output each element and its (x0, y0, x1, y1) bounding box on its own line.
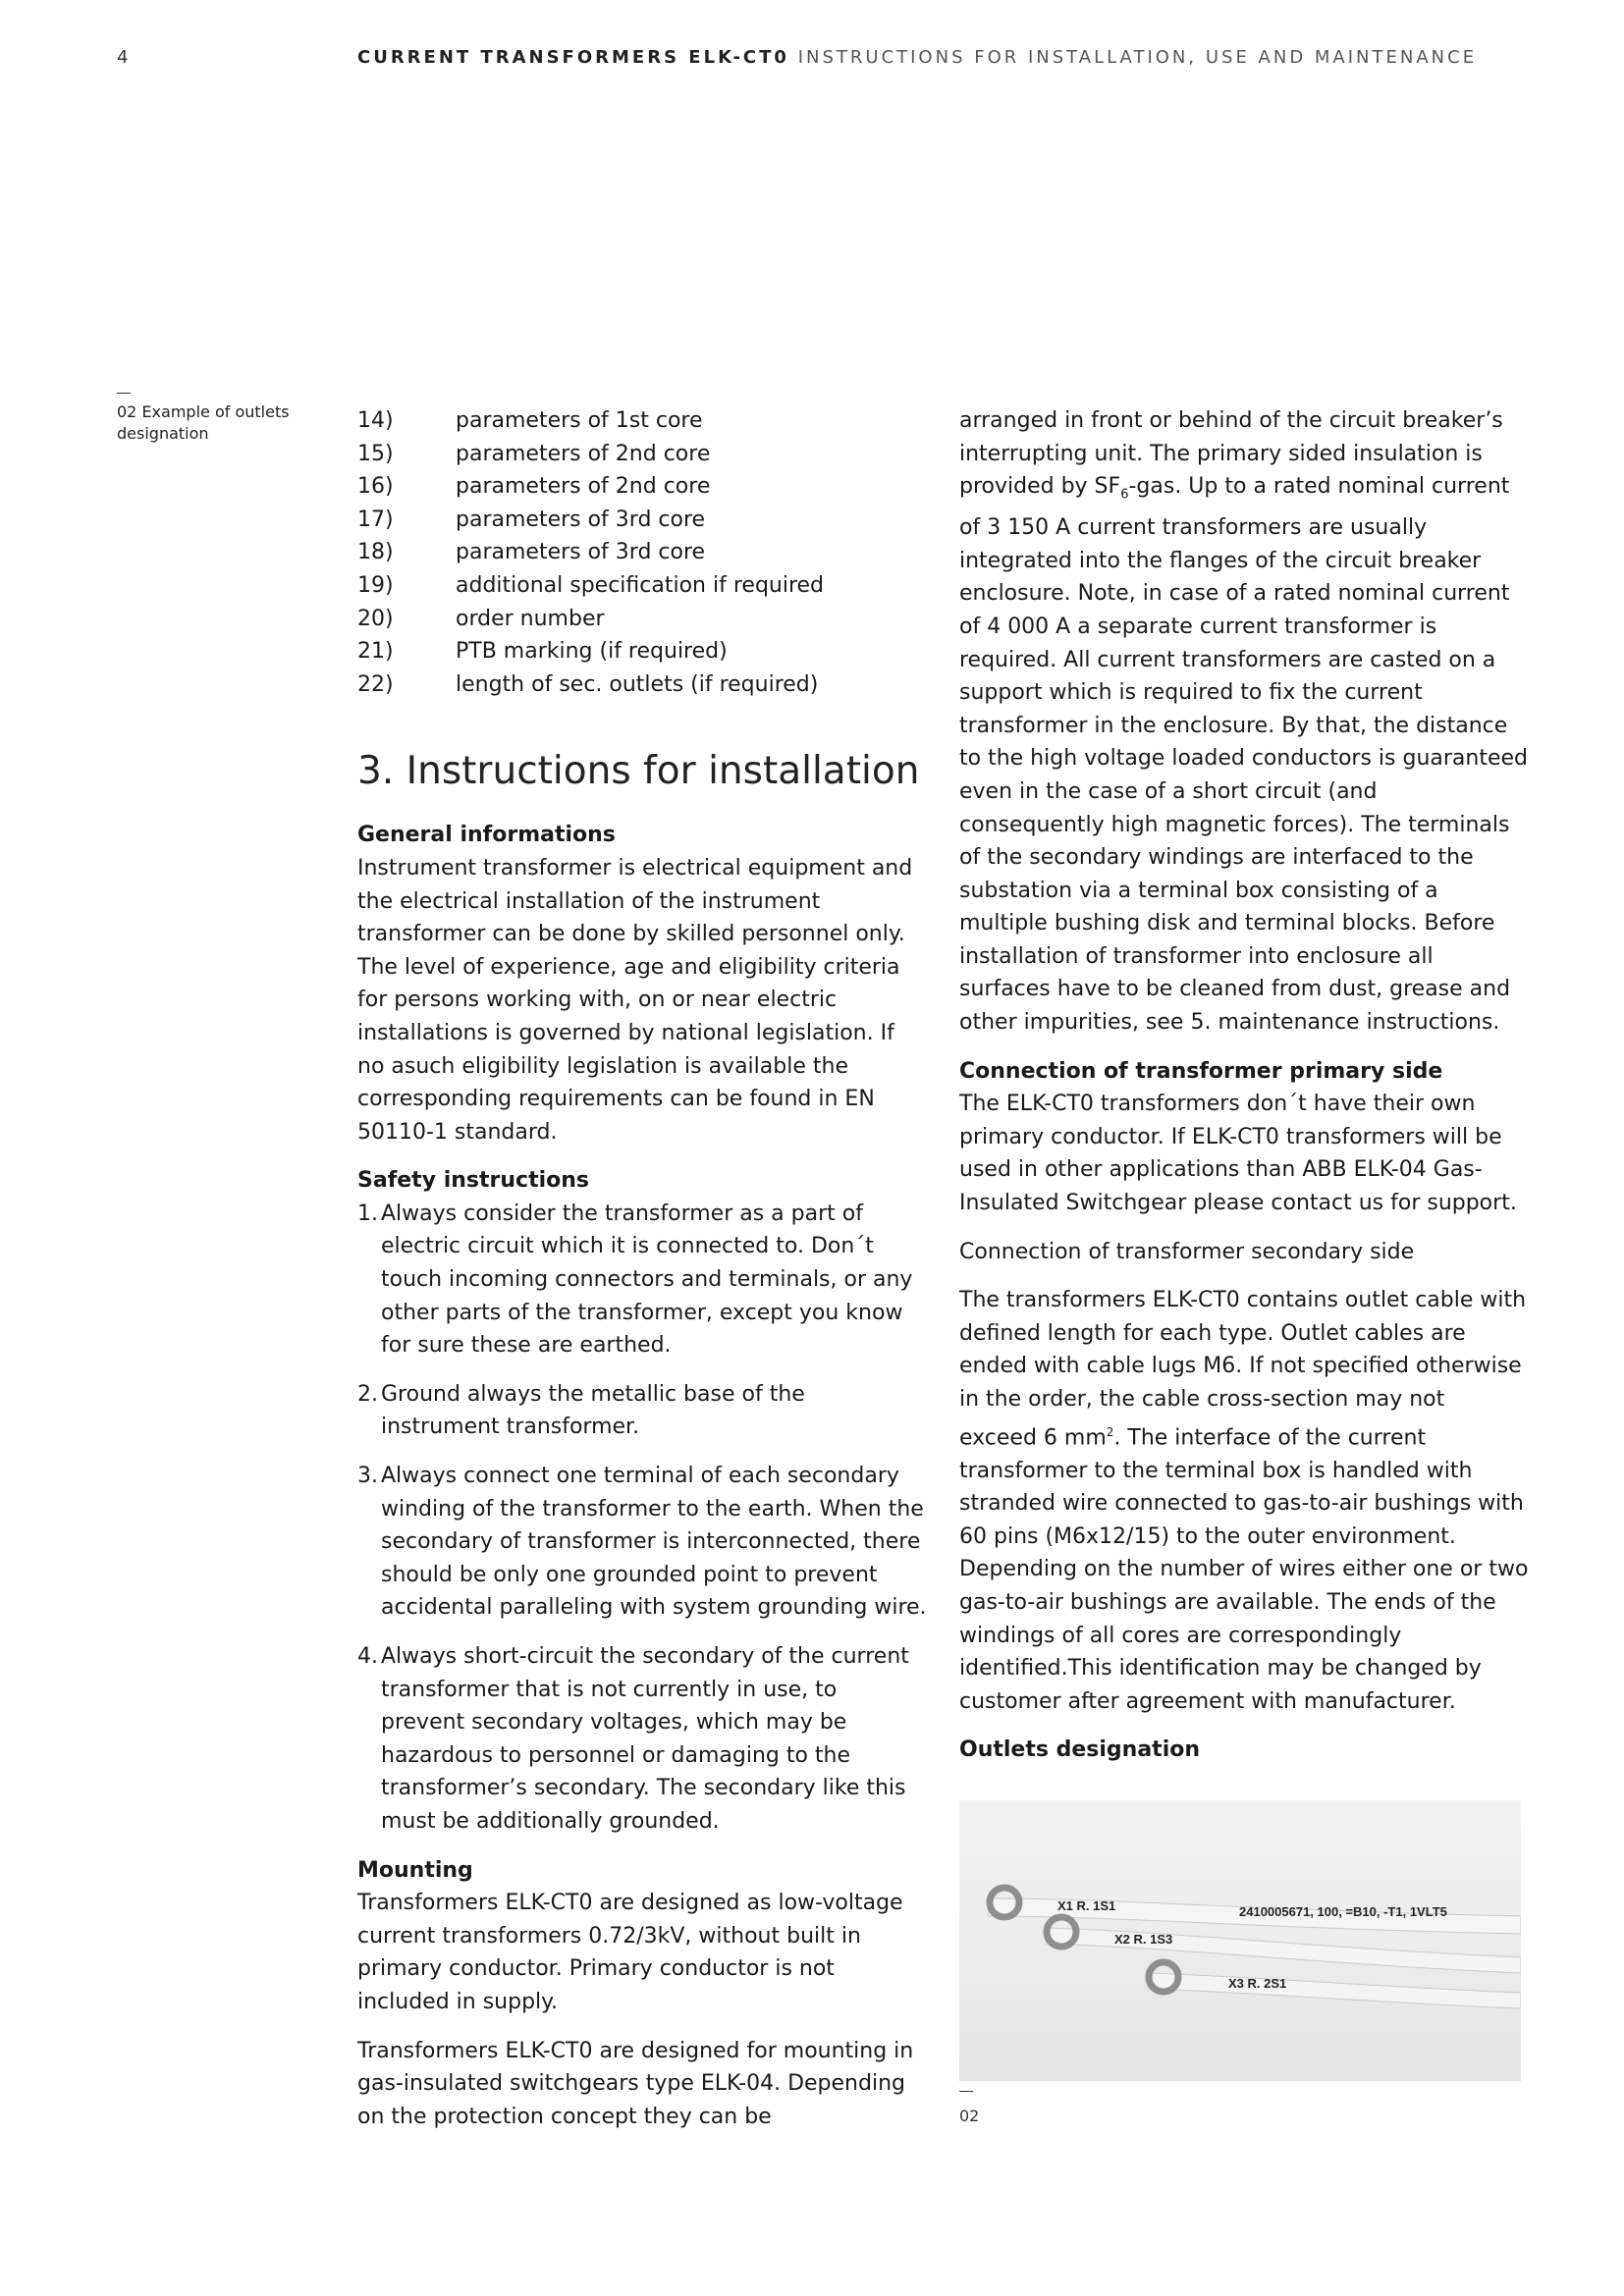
safety-item: 1. Always consider the transformer as a part of electric circuit which it is connected to. Don´t touch incoming connectors and terminals, or any other parts of the transformer, except you know for sure these are earthed. (357, 1201, 913, 1359)
cable-3-label: X3 R. 2S1 (1228, 1975, 1287, 1991)
mounting-text-1: Transformers ELK-CT0 are designed as low-voltage current transformers 0.72/3kV, without built in primary conductor. Primary conductor is not included in supply. (357, 1891, 903, 2014)
safety-heading: Safety instructions (357, 1168, 589, 1194)
page-number: 4 (117, 47, 129, 68)
mounting-text-2: Transformers ELK-CT0 are designed for mounting in gas-insulated switchgears type ELK-04. Depending on the protection concept they can be (357, 2038, 914, 2129)
outlets-photo (959, 1800, 1521, 2081)
general-text: Instrument transformer is electrical equipment and the electrical installation of the instrument transformer can be done by skilled personnel only. The level of experience, age and eligibility criteria for persons working with, on or near electric installations is governed by national legislation. If no asuch eligibility legislation is available the corresponding requirements can be found in EN 50110-1 standard. (357, 855, 913, 1145)
left-column (357, 404, 927, 2133)
caption-dash (117, 393, 131, 394)
figure-dash (959, 2091, 973, 2092)
cable-illustration (959, 1800, 1521, 2081)
header-title-light: INSTRUCTIONS FOR INSTALLATION, USE AND MAINTENANCE (797, 47, 1478, 68)
rating-list (357, 404, 927, 701)
cable-3 (1148, 1973, 1521, 2008)
list-item: 20) order number (357, 606, 605, 631)
list-item: 15) parameters of 2nd core (357, 441, 711, 466)
safety-list (357, 1198, 927, 1839)
outlets-heading: Outlets designation (959, 1737, 1201, 1763)
list-item: 22) length of sec. outlets (if required) (357, 671, 819, 697)
primary-heading: Connection of transformer primary side (959, 1058, 1443, 1084)
list-item: 18) parameters of 3rd core (357, 540, 706, 565)
safety-item: 3. Always connect one terminal of each secondary winding of the transformer to the earth. When the secondary of transformer is interconnected, there should be only one grounded point to prevent accidental paralleling with system grounding wire. (357, 1464, 927, 1621)
secondary-heading: Connection of transformer secondary side (959, 1239, 1415, 1264)
secondary-text: The transformers ELK-CT0 contains outlet cable with defined length for each type. Outlet cables are ended with cable lugs M6. If not specified otherwise in the order, the cable cross-section may not exceed 6 $mm^2$. The interface of the current transformer to the terminal box is handled with stranded wire connected to gas-to-air bushings with 60 pins (M6x12/15) to the outer environment. Depending on the number of wires either one or two gas-to-air bushings are available. The ends of the windings of all cores are correspondingly identified.This identification may be changed by customer after agreement with manufacturer. (959, 1288, 1529, 1714)
cable-1-code: 2410005671, 100, =B10, -T1, 1VLT5 (1239, 1903, 1447, 1919)
mounting-heading: Mounting (357, 1857, 473, 1883)
general-heading: General informations (357, 823, 616, 848)
running-header (357, 47, 1477, 68)
header-title-bold: CURRENT TRANSFORMERS ELK-CT0 (357, 47, 789, 68)
continuation-text: arranged in front or behind of the circuit breaker’s interrupting unit. The primary sided insulation is provided by $SF_6$-gas. Up to a rated nominal current of 3 150 A current transformers are usually integrated into the flanges of the circuit breaker enclosure. Note, in case of a rated nominal current of 4 000 A a separate current transformer is required. All current transformers are casted on a support which is required to fix the current transformer in the enclosure. By that, the distance to the high voltage loaded conductors is guaranteed even in the case of a short circuit (and consequently high magnetic forces). The terminals of the secondary windings are interfaced to the substation via a terminal box consisting of a multiple bushing disk and terminal blocks. Before installation of transformer into enclosure all surfaces have to be cleaned from dust, grease and other impurities, see 5. maintenance instructions. (959, 408, 1529, 1036)
list-item: 17) parameters of 3rd core (357, 507, 706, 532)
safety-item: 4. Always short-circuit the secondary of the current transformer that is not currently in use, to prevent secondary voltages, which may be hazardous to personnel or damaging to the transformer’s secondary. The secondary like this must be additionally grounded. (357, 1644, 909, 1834)
list-item: 21) PTB marking (if required) (357, 639, 728, 665)
side-caption-text: 02 Example of outlets designation (117, 402, 290, 443)
section-title: 3. Instructions for installation (357, 749, 920, 794)
primary-text: The ELK-CT0 transformers don´t have their own primary conductor. If ELK-CT0 transformers will be used in other applications than ABB ELK-04 Gas-Insulated Switchgear please contact us for support. (959, 1092, 1517, 1216)
cable-1-label: X1 R. 1S1 (1057, 1897, 1116, 1913)
list-item: 16) parameters of 2nd core (357, 474, 711, 500)
right-column (959, 404, 1529, 2132)
safety-item: 2. Ground always the metallic base of the instrument transformer. (357, 1381, 805, 1440)
cable-2-label: X2 R. 1S3 (1114, 1931, 1173, 1947)
list-item: 19) additional specification if required (357, 572, 825, 598)
figure-label: 02 (959, 2091, 1529, 2133)
list-item: 14) parameters of 1st core (357, 408, 703, 433)
side-caption (117, 393, 313, 445)
